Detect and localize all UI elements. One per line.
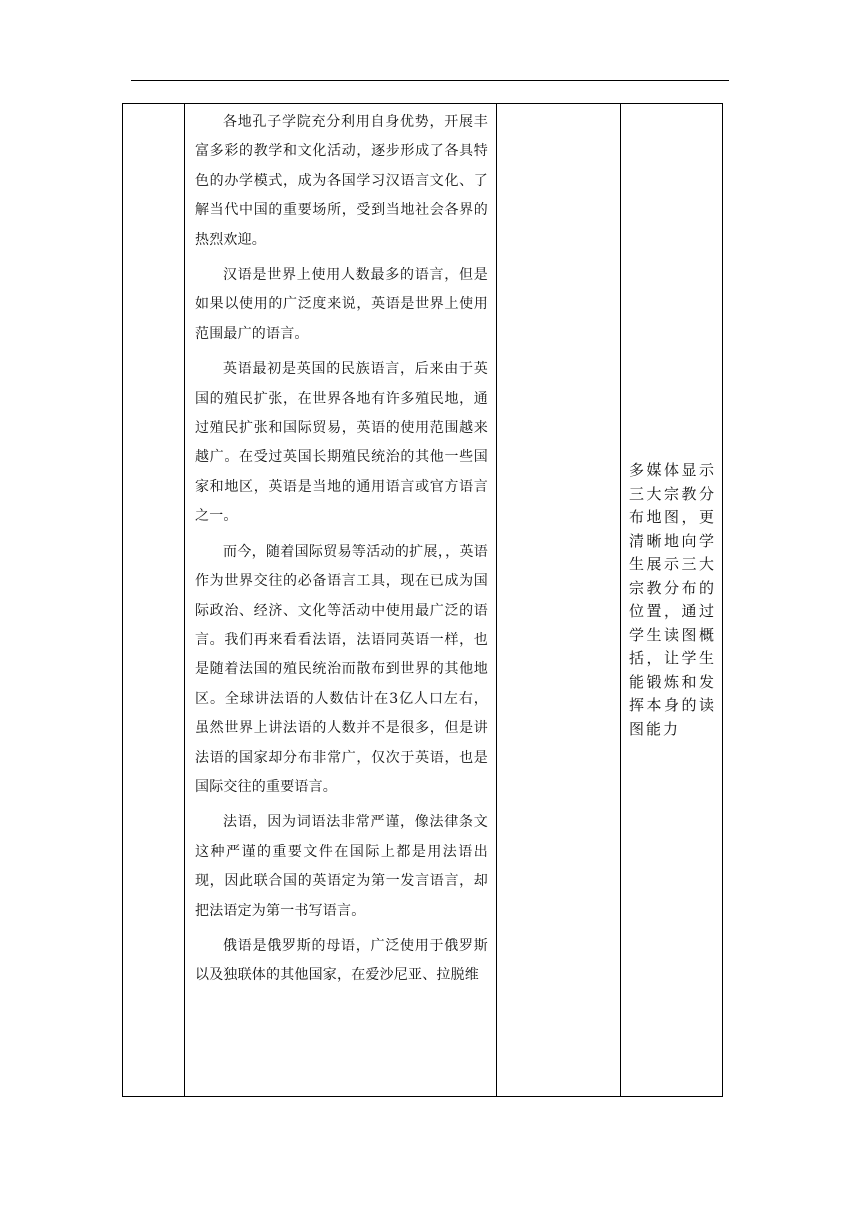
design-intent-cell [621,104,723,1097]
design-note: 多媒体显示三大宗教分布地图，更清晰地向学生展示三大宗教分布的位置，通过学生读图概括，让学生能锻炼和发挥本身的读图能力 [629,461,716,738]
content-paragraph: 各地孔子学院充分利用自身优势，开展丰富多彩的教学和文化活动，逐步形成了各具特色的办学模式，成为各国学习汉语言文化、了解当代中国的重要场所，受到当地社会各界的热烈欢迎。 [195,114,488,248]
header-rule [131,80,729,81]
stage-cell [123,104,185,1097]
teaching-content-cell [185,104,497,1097]
lesson-plan-table [122,103,723,1097]
content-paragraph: 汉语是世界上使用人数最多的语言，但是如果以使用的广泛度来说，英语是世界上使用范围最广的语言。 [195,267,488,342]
table-row [123,104,723,1097]
content-paragraph: 英语最初是英国的民族语言，后来由于英国的殖民扩张，在世界各地有许多殖民地，通过殖民扩张和国际贸易，英语的使用范围越来越广。在受过英国长期殖民统治的其他一些国家和地区，英语是当地的通用语言或官方语言之一。 [195,361,488,525]
content-paragraph: 而今，随着国际贸易等活动的扩展，，英语作为世界交往的必备语言工具，现在已成为国际政治、经济、文化等活动中使用最广泛的语言。我们再来看看法语，法语同英语一样，也是随着法国的殖民统治而散布到世界的其他地区。全球讲法语的人数估计在3亿人口左右，虽然世界上讲法语的人数并不是很多，但是讲法语的国家却分布非常广，仅次于英语，也是国际交往的重要语言。 [195,543,488,795]
content-paragraph: 俄语是俄罗斯的母语，广泛使用于俄罗斯以及独联体的其他国家，在爱沙尼亚、拉脱维 [195,937,488,984]
content-paragraph: 法语，因为词语法非常严谨，像法律条文这种严谨的重要文件在国际上都是用法语出现，因此联合国的英语定为第一发言语言，却把法语定为第一书写语言。 [195,814,488,919]
student-activity-cell [497,104,621,1097]
